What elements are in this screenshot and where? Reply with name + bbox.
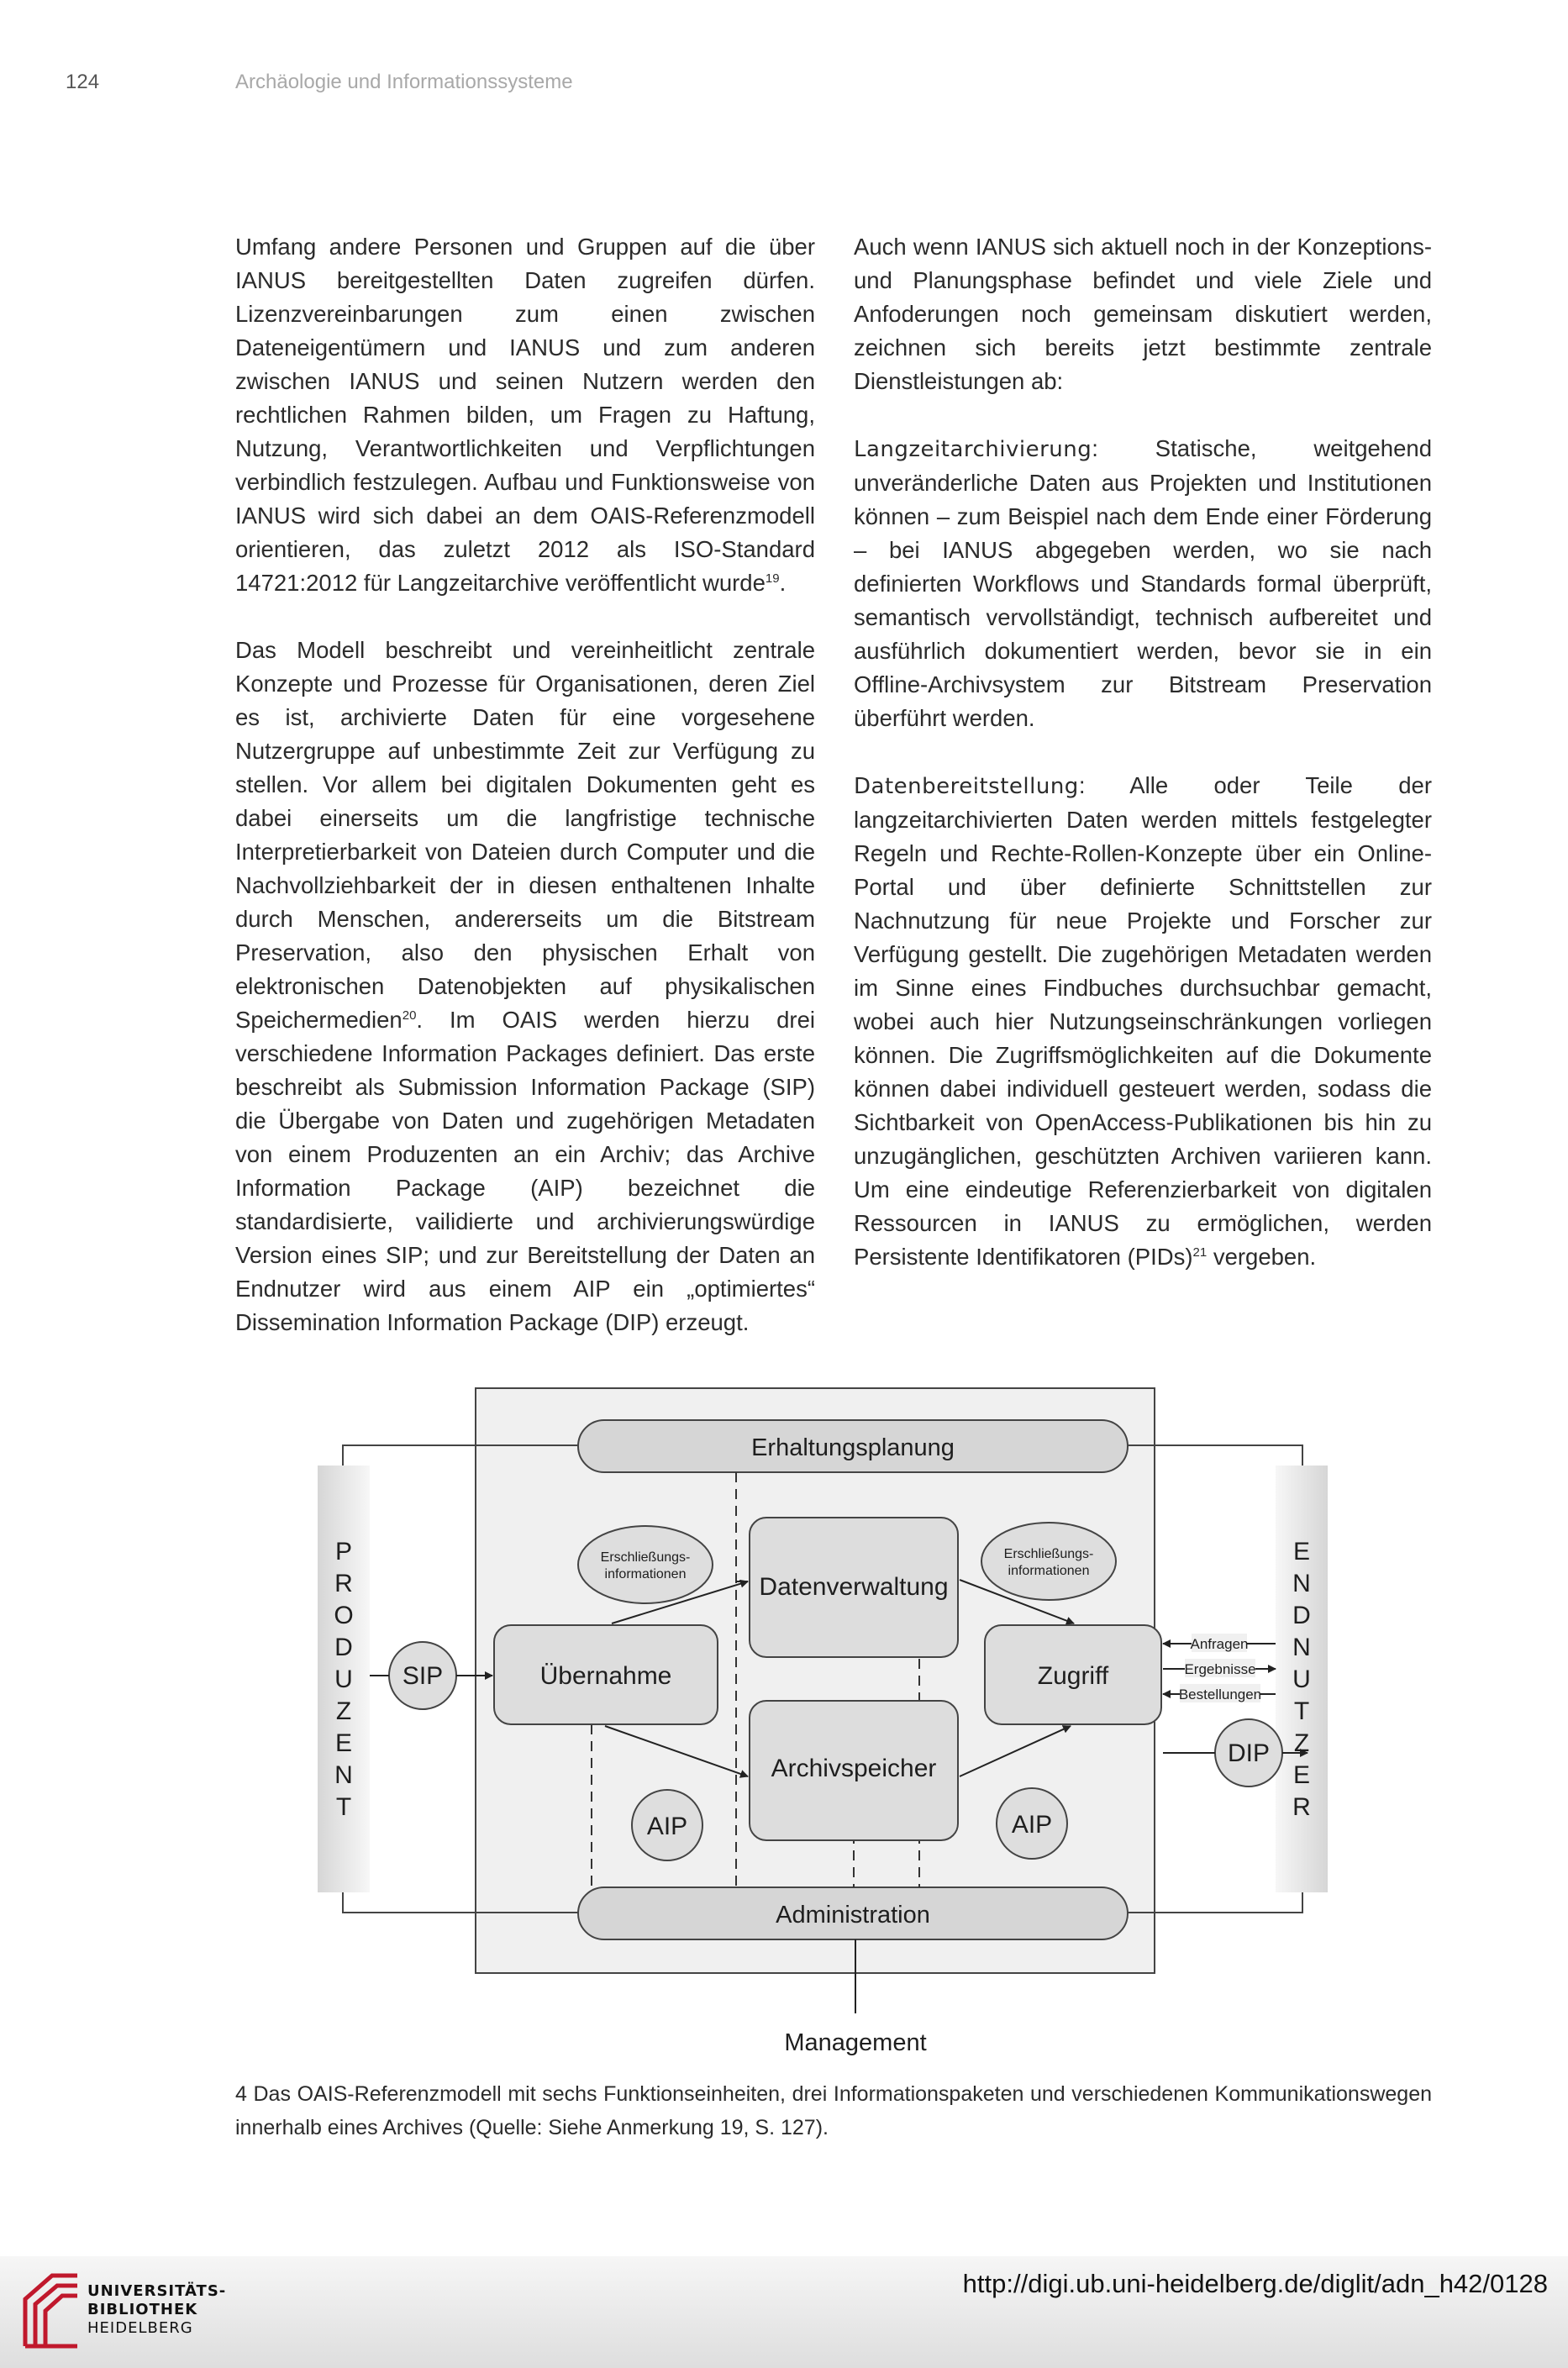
management-label: Management <box>784 2029 927 2056</box>
zugriff-label: Zugriff <box>1037 1662 1109 1690</box>
produzent-letter: T <box>335 1793 352 1821</box>
left-paragraph-2-text-a: Das Modell beschreibt und vereinheitlicht zentrale Konzepte und Prozesse für Organisationen, deren Ziel es ist, archivierte Daten für eine vorgesehene Nutzergruppe auf unbestimmte Zeit zur Verfügung zu stellen. Vor allem bei digitalen Dokumenten geht es dabei einerseits um die langfristige technische Interpretierbarkeit von Dateien durch Computer und die Nachvollziehbarkeit der in diesen enthaltenen Inhalte durch Menschen, andererseits um die Bitstream Preservation, also den physischen Erhalt von elektronischen Datenobjekten auf physikalischen Speichermedien <box>235 637 815 1033</box>
right-paragraph-1: Auch wenn IANUS sich aktuell noch in der Konzeptions- und Planungsphase befindet und viele Ziele und Anfoderungen noch gemeinsam diskutiert werden, zeichnen sich bereits jetzt bestimmte zentrale Dienstleistungen ab: <box>854 234 1432 394</box>
library-name-line3: HEIDELBERG <box>87 2319 193 2337</box>
erschliessung-left-line1: Erschließungs- <box>600 1550 691 1565</box>
endnutzer-letter: R <box>1292 1793 1311 1821</box>
erschliessung-left-ellipse <box>578 1526 713 1603</box>
sip-label: SIP <box>402 1662 444 1690</box>
bestellungen-label: Bestellungen <box>1178 1687 1262 1702</box>
ub-heidelberg-logo-icon <box>18 2269 86 2353</box>
right-paragraph-3-text-b: vergeben. <box>1207 1244 1317 1270</box>
footnote-ref-20: 20 <box>402 1008 417 1023</box>
left-paragraph-2 <box>235 634 815 1339</box>
uebernahme-label: Übernahme <box>539 1662 672 1690</box>
archivspeicher-label: Archivspeicher <box>771 1755 937 1782</box>
dip-label: DIP <box>1227 1739 1271 1767</box>
datenverwaltung-label: Datenverwaltung <box>759 1573 949 1601</box>
endnutzer-letter: D <box>1292 1602 1311 1629</box>
ergebnisse-label: Ergebnisse <box>1184 1661 1256 1677</box>
left-paragraph-1-end: . <box>779 570 787 596</box>
endnutzer-letter: N <box>1292 1634 1311 1661</box>
left-column <box>235 230 815 1339</box>
produzent-letter: D <box>334 1634 353 1661</box>
source-url-link[interactable]: http://digi.ub.uni-heidelberg.de/diglit/adn_h42/0128 <box>962 2269 1548 2298</box>
produzent-letter: E <box>334 1729 353 1757</box>
produzent-letter: U <box>334 1665 353 1693</box>
anfragen-label: Anfragen <box>1190 1636 1249 1652</box>
oais-diagram-svg <box>303 1378 1361 2067</box>
running-title: Archäologie und Informationssysteme <box>235 71 573 93</box>
library-name-line2: BIBLIOTHEK <box>87 2301 198 2318</box>
footnote-ref-19: 19 <box>765 571 780 586</box>
produzent-letter: O <box>334 1602 354 1629</box>
term-langzeitarchivierung: Langzeitarchivierung <box>854 437 1092 462</box>
endnutzer-letter: U <box>1292 1665 1311 1693</box>
footnote-ref-21: 21 <box>1192 1245 1208 1260</box>
figure-caption: 4 Das OAIS-Referenzmodell mit sechs Funktionseinheiten, drei Informationspaketen und verschiedenen Kommunikationswegen innerhalb eines Archives (Quelle: Siehe Anmerkung 19, S. 127). <box>235 2082 1432 2139</box>
administration-label: Administration <box>776 1902 930 1929</box>
aip-left-label: AIP <box>646 1813 688 1840</box>
left-paragraph-1-text: Umfang andere Personen und Gruppen auf die über IANUS bereitgestellten Daten zugreifen dürfen. Lizenzvereinbarungen zum einen zwischen Dateneigentümern und IANUS und zum anderen zwischen IANUS und seinen Nutzern werden den rechtlichen Rahmen bilden, um Fragen zu Haftung, Nutzung, Verantwortlichkeiten und Verpflichtungen verbindlich festzulegen. Aufbau und Funktionsweise von IANUS wird sich dabei an dem OAIS-Referenzmodell orientieren, das zuletzt 2012 als ISO-Standard 14721:2012 für Langzeitarchive veröffentlicht wurde <box>235 234 815 596</box>
endnutzer-letter: Z <box>1293 1729 1310 1757</box>
library-name-line1: UNIVERSITÄTS- <box>87 2282 227 2300</box>
right-paragraph-2-text: : Statische, weitgehend unveränderliche Daten aus Projekten und Institutionen können – zum Beispiel nach dem Ende einer Förderung – bei IANUS abgegeben werden, wo sie nach definierten Workflows und Standards formal überprüft, semantisch vervollständigt, technisch aufbereitet und ausführlich dokumentiert werden, bevor sie in ein Offline-Archivsystem zur Bitstream Preservation überführt werden. <box>854 435 1432 731</box>
erschliessung-right-line1: Erschließungs- <box>1003 1547 1094 1561</box>
right-paragraph-2 <box>854 432 1432 735</box>
right-column <box>854 230 1432 1274</box>
oais-diagram <box>303 1378 1361 2067</box>
page-header <box>66 71 1484 104</box>
term-datenbereitstellung: Datenbereitstellung <box>854 774 1079 799</box>
aip-right-label: AIP <box>1011 1811 1053 1839</box>
produzent-letter: Z <box>335 1697 352 1725</box>
endnutzer-letter: E <box>1292 1538 1311 1566</box>
endnutzer-letter: T <box>1293 1697 1310 1725</box>
right-paragraph-3-text-a: : Alle oder Teile der langzeitarchivierten Daten werden mittels festgelegter Regeln und Rechte-Rollen-Konzepte über ein Online-Portal und über definierte Schnittstellen zur Nachnutzung für neue Projekte und Forscher zur Verfügung gestellt. Die zugehörigen Metadaten werden im Sinne eines Findbuches durchsuchbar gemacht, wobei auch hier Nutzungseinschränkungen vorliegen können. Die Zugriffsmöglichkeiten auf die Dokumente können dabei individuell gesteuert werden, sodass die Sichtbarkeit von OpenAccess-Publikationen bis hin zu unzugänglichen, geschützten Archiven variieren kann. Um eine eindeutige Referenzierbarkeit von digitalen Ressourcen in IANUS zu ermöglichen, werden Persistente Identifikatoren (PIDs) <box>854 772 1432 1270</box>
endnutzer-letter: N <box>1292 1570 1311 1597</box>
produzent-letter: R <box>334 1570 353 1597</box>
left-paragraph-1 <box>235 230 815 600</box>
library-name <box>87 2282 226 2338</box>
produzent-letter: P <box>334 1538 353 1566</box>
produzent-letter: N <box>334 1761 353 1789</box>
endnutzer-letter: E <box>1292 1761 1311 1789</box>
erhaltungsplanung-label: Erhaltungsplanung <box>751 1434 955 1461</box>
page-number: 124 <box>66 71 100 93</box>
right-paragraph-3 <box>854 769 1432 1274</box>
erschliessung-right-line2: informationen <box>1008 1564 1090 1578</box>
erschliessung-left-line2: informationen <box>604 1567 687 1581</box>
left-paragraph-2-text-b: . Im OAIS werden hierzu drei verschiedene Information Packages definiert. Das erste beschreibt als Submission Information Package (SIP) die Übergabe von Daten und zugehörigen Metadaten von einem Produzenten an ein Archiv; das Archive Information Package (AIP) bezeichnet die standardisierte, vailidierte und archivierungswürdige Version eines SIP; und zur Bereitstellung der Daten an Endnutzer wird aus einem AIP ein „optimiertes“ Dissemination Information Package (DIP) erzeugt. <box>235 1007 815 1335</box>
erschliessung-right-ellipse <box>981 1523 1116 1600</box>
